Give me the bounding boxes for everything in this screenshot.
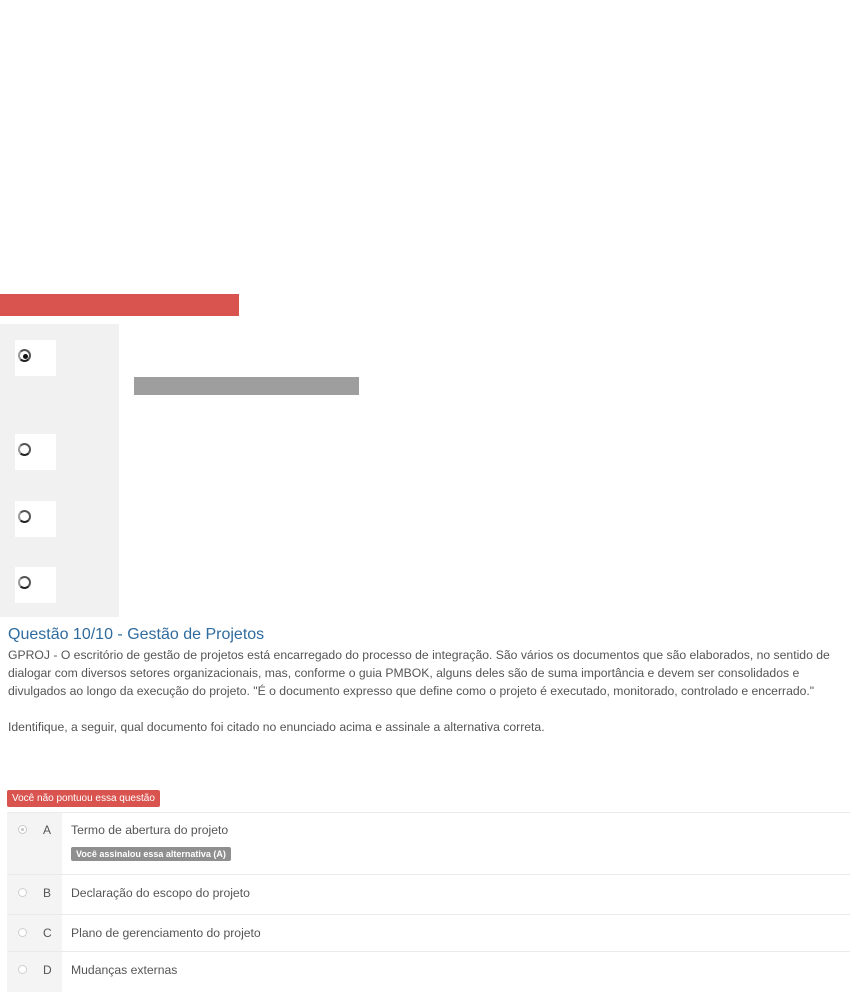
radio-icon xyxy=(18,510,31,523)
alternatives-list xyxy=(7,812,850,992)
result-badge: Você não pontuou essa questão xyxy=(7,790,160,807)
alternative-gutter xyxy=(7,952,62,992)
alternative-gutter xyxy=(7,813,62,874)
alternative-content xyxy=(62,952,850,992)
question-paragraph: GPROJ - O escritório de gestão de projetos está encarregado do processo de integração. São vários os documentos que são elaborados, no sentido de dialogar com diversos setores organizacionais, mas, conforme o guia PMBOK, alguns deles são de suma importância e devem ser consolidados e divulgados ao longo da execução do projeto. "É o documento expresso que define como o projeto é executado, monitorado, controlado e encerrado." xyxy=(8,648,830,698)
question-instruction: Identifique, a seguir, qual documento foi citado no enunciado acima e assinale a alternativa correta. xyxy=(8,720,545,734)
alternative-text: Declaração do escopo do projeto xyxy=(71,886,250,900)
previous-marked-badge xyxy=(134,377,359,395)
radio-icon[interactable] xyxy=(18,928,27,937)
alternative-a[interactable] xyxy=(7,812,850,874)
alternative-content xyxy=(62,813,850,874)
radio-selected-icon[interactable] xyxy=(18,825,27,834)
previous-radio-option-2[interactable] xyxy=(15,434,56,470)
previous-radio-option-1[interactable] xyxy=(15,340,56,376)
question-title: Questão 10/10 - Gestão de Projetos xyxy=(8,626,265,643)
alternative-content xyxy=(62,875,850,914)
previous-result-bar xyxy=(0,294,239,316)
previous-options-panel xyxy=(0,324,119,617)
previous-radio-option-3[interactable] xyxy=(15,501,56,537)
alternative-text: Plano de gerenciamento do projeto xyxy=(71,926,261,940)
alternative-text: Mudanças externas xyxy=(71,963,178,977)
alternative-gutter xyxy=(7,875,62,914)
marked-alternative-badge: Você assinalou essa alternativa (A) xyxy=(71,847,231,861)
alternative-c[interactable] xyxy=(7,914,850,951)
radio-icon[interactable] xyxy=(18,965,27,974)
radio-icon[interactable] xyxy=(18,888,27,897)
alternative-d[interactable] xyxy=(7,951,850,992)
previous-radio-option-4[interactable] xyxy=(15,567,56,603)
alternative-letter: B xyxy=(43,886,52,900)
alternative-b[interactable] xyxy=(7,874,850,914)
alternative-gutter xyxy=(7,915,62,951)
alternative-text: Termo de abertura do projeto xyxy=(71,823,229,837)
alternative-letter: A xyxy=(43,823,52,837)
question-statement xyxy=(8,646,844,736)
alternative-letter: C xyxy=(43,926,52,940)
radio-icon xyxy=(18,443,31,456)
radio-icon xyxy=(18,576,31,589)
alternative-letter: D xyxy=(43,963,52,977)
radio-checked-icon xyxy=(18,349,31,362)
alternative-content xyxy=(62,915,850,951)
